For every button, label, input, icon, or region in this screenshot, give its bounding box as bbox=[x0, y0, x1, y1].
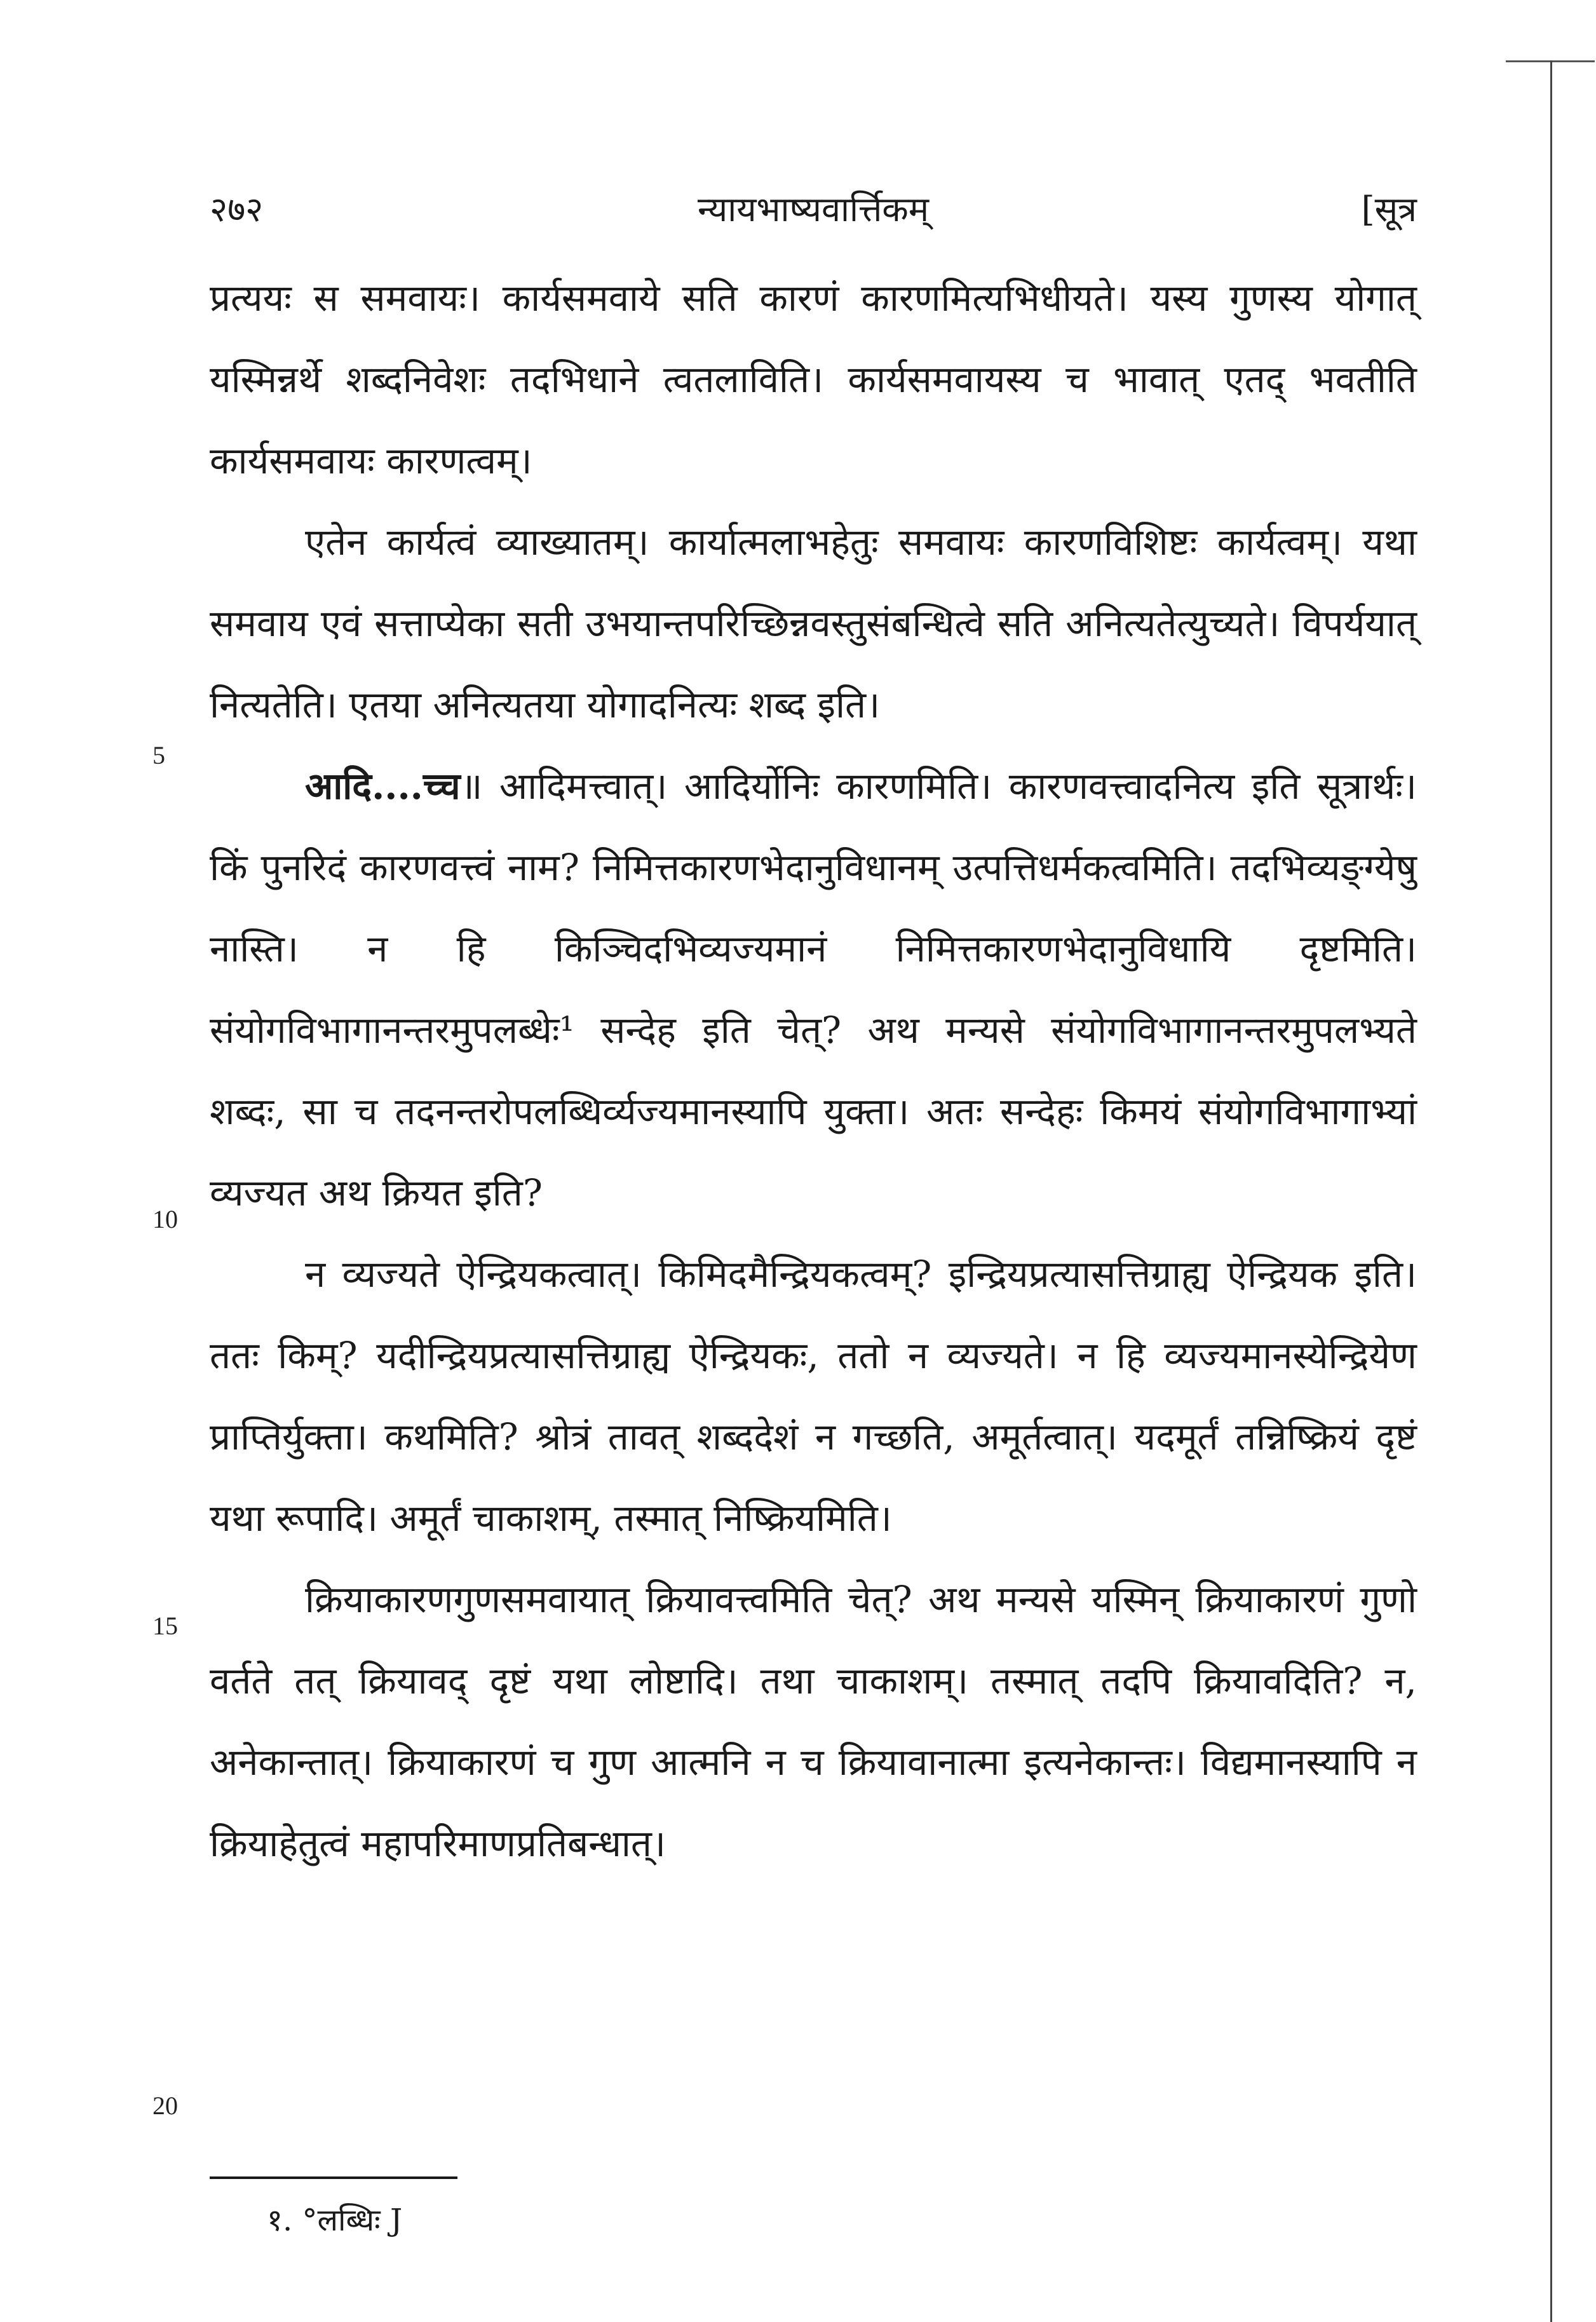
paragraph-5 bbox=[210, 1559, 1417, 1884]
paragraph-text: ॥ आदिमत्त्वात्। आदिर्योनिः कारणमिति। कारणवत्त्वादनित्य इति सूत्रार्थः। किं पुनरिदं कारणवत्त्वं नाम? निमित्तकारणभेदानुविधानम् उत्पत्तिधर्मकत्वमिति। तदभिव्यङ्ग्येषु नास्ति। न हि किञ्चिदभिव्यज्यमानं निमित्तकारणभेदानुविधायि दृष्टमिति। संयोगविभागानन्तरमुपलब्धेः¹ सन्देह इति चेत्? अथ मन्यसे संयोगविभागानन्तरमुपलभ्यते शब्दः, सा च तदनन्तरोपलब्धिर्व्यज्यमानस्यापि युक्ता। अतः सन्देहः किमयं संयोगविभागाभ्यां व्यज्यत अथ क्रियत इति? bbox=[210, 764, 1417, 1214]
sutra-lemma: आदि....च्च bbox=[305, 764, 461, 808]
paragraph-2 bbox=[210, 501, 1417, 745]
paragraph-text: न व्यज्यते ऐन्द्रियकत्वात्। किमिदमैन्द्रियकत्वम्? इन्द्रियप्रत्यासत्तिग्राह्य ऐन्द्रियक इति। ततः किम्? यदीन्द्रियप्रत्यासत्तिग्राह्य ऐन्द्रियकः, ततो न व्यज्यते। न हि व्यज्यमानस्येन्द्रियेण प्राप्तिर्युक्ता। कथमिति? श्रोत्रं तावत् शब्ददेशं न गच्छति, अमूर्तत्वात्। यदमूर्तं तन्निष्क्रियं दृष्टं यथा रूपादि। अमूर्तं चाकाशम्, तस्मात् निष्क्रियमिति। bbox=[210, 1253, 1417, 1540]
line-number-15: 15 bbox=[152, 1612, 178, 1640]
line-number-10: 10 bbox=[152, 1205, 178, 1233]
line-number-5: 5 bbox=[152, 741, 165, 770]
line-number-20: 20 bbox=[152, 2091, 178, 2120]
footnote: १. °लब्धिः J bbox=[267, 2203, 403, 2238]
paragraph-text: प्रत्ययः स समवायः। कार्यसमवाये सति कारणं कारणमित्यभिधीयते। यस्य गुणस्य योगात् यस्मिन्नर्थे शब्दनिवेशः तदभिधाने त्वतलाविति। कार्यसमवायस्य च भावात् एतद् भवतीति कार्यसमवायः कारणत्वम्। bbox=[210, 276, 1417, 482]
paragraph-text: एतेन कार्यत्वं व्याख्यातम्। कार्यात्मलाभहेतुः समवायः कारणविशिष्टः कार्यत्वम्। यथा समवाय एवं सत्ताप्येका सती उभयान्तपरिच्छिन्नवस्तुसंबन्धित्वे सति अनित्यतेत्युच्यते। विपर्ययात् नित्यतेति। एतया अनित्यतया योगादनित्यः शब्द इति। bbox=[210, 520, 1417, 726]
section-marker: [सूत्र bbox=[1361, 189, 1417, 229]
main-text bbox=[210, 257, 1417, 1884]
paragraph-text: क्रियाकारणगुणसमवायात् क्रियावत्त्वमिति चेत्? अथ मन्यसे यस्मिन् क्रियाकारणं गुणो वर्तते तत् क्रियावद् दृष्टं यथा लोष्टादि। तथा चाकाशम्। तस्मात् तदपि क्रियावदिति? न, अनेकान्तात्। क्रियाकारणं च गुण आत्मनि न च क्रियावानात्मा इत्यनेकान्तः। विद्यमानस्यापि न क्रियाहेतुत्वं महापरिमाणप्रतिबन्धात्। bbox=[210, 1578, 1417, 1865]
paragraph-3 bbox=[210, 745, 1417, 1233]
footnote-rule bbox=[210, 2176, 457, 2179]
paragraph-4 bbox=[210, 1233, 1417, 1559]
scan-edge-line bbox=[1550, 60, 1552, 2322]
running-header bbox=[210, 184, 1417, 241]
running-title: न्यायभाष्यवार्त्तिकम् bbox=[697, 189, 930, 229]
page-number: २७२ bbox=[210, 189, 264, 229]
paragraph-1 bbox=[210, 257, 1417, 501]
